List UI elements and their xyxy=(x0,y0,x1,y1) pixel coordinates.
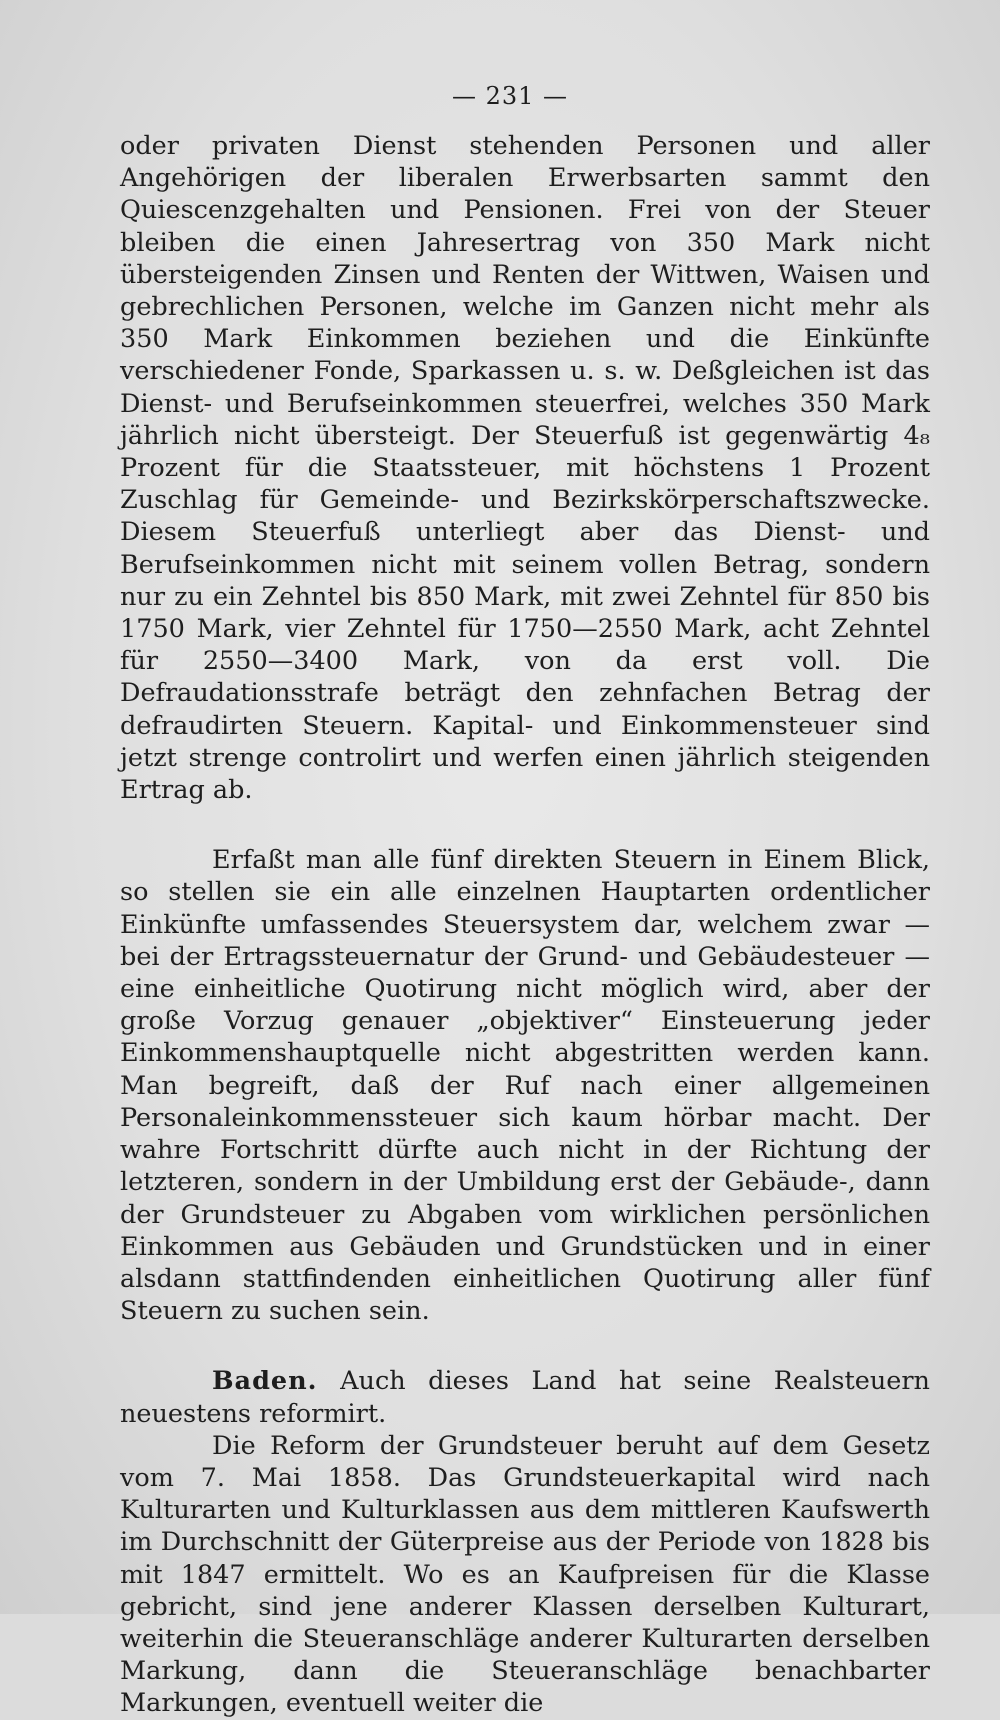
paragraph-gap xyxy=(120,1327,930,1365)
paragraph-baden-land-tax: Die Reform der Grundsteuer beruht auf dem Gesetz vom 7. Mai 1858. Das Grundsteuerkapital wird nach Kulturarten und Kulturklassen aus dem mittleren Kaufswerth im Durchschnitt der Güterpreise aus der Periode von 1828 bis mit 1847 ermittelt. Wo es an Kaufpreisen für die Klasse gebricht, sind jene anderer Klassen derselben Kulturart, weiterhin die Steueranschläge anderer Kulturarten derselben Markung, dann die Steueranschläge benachbarter Markungen, eventuell weiter die xyxy=(120,1430,930,1719)
baden-intro-text: Auch dieses Land hat seine Realsteuern neuestens reformirt. xyxy=(120,1366,930,1429)
paragraph-baden-intro xyxy=(120,1365,930,1429)
paragraph-direct-taxes-summary: Erfaßt man alle fünf direkten Steuern in Einem Blick, so stellen sie ein alle einzelnen Hauptarten ordentlicher Einkünfte umfassendes Steuersystem dar, welchem zwar — bei der Ertragssteuernatur der Grund- und Gebäudesteuer — eine einheitliche Quotirung nicht möglich wird, aber der große Vorzug genauer „objektiver“ Einsteuerung jeder Einkommenshauptquelle nicht abgestritten werden kann. Man begreift, daß der Ruf nach einer allgemeinen Personaleinkommenssteuer sich kaum hörbar macht. Der wahre Fortschritt dürfte auch nicht in der Richtung der letzteren, sondern in der Umbildung erst der Gebäude-, dann der Grundsteuer zu Abgaben vom wirklichen persönlichen Einkommen aus Gebäuden und Grundstücken und in einer alsdann stattfindenden einheitlichen Quotirung aller fünf Steuern zu suchen sein. xyxy=(120,845,930,1327)
paragraph-income-tax-continued: oder privaten Dienst stehenden Personen und aller Angehörigen der liberalen Erwerbsarten sammt den Quiescenzgehalten und Pensionen. Frei von der Steuer bleiben die einen Jahresertrag von 350 Mark nicht übersteigenden Zinsen und Renten der Wittwen, Waisen und gebrechlichen Personen, welche im Ganzen nicht mehr als 350 Mark Einkommen beziehen und die Einkünfte verschiedener Fonde, Sparkassen u. s. w. Deßgleichen ist das Dienst- und Berufseinkommen steuerfrei, welches 350 Mark jährlich nicht übersteigt. Der Steuerfuß ist gegenwärtig 4₈ Prozent für die Staatssteuer, mit höchstens 1 Prozent Zuschlag für Gemeinde- und Bezirkskörperschaftszwecke. Diesem Steuerfuß unterliegt aber das Dienst- und Berufseinkommen nicht mit seinem vollen Betrag, sondern nur zu ein Zehntel bis 850 Mark, mit zwei Zehntel für 850 bis 1750 Mark, vier Zehntel für 1750—2550 Mark, acht Zehntel für 2550—3400 Mark, von da erst voll. Die Defraudationsstrafe beträgt den zehnfachen Betrag der defraudirten Steuern. Kapital- und Einkommensteuer sind jetzt strenge controlirt und werfen einen jährlich steigenden Ertrag ab. xyxy=(120,131,930,806)
section-heading-baden: Baden. xyxy=(212,1366,318,1397)
paragraph-gap xyxy=(120,806,930,844)
page-number: — 231 — xyxy=(451,82,569,110)
